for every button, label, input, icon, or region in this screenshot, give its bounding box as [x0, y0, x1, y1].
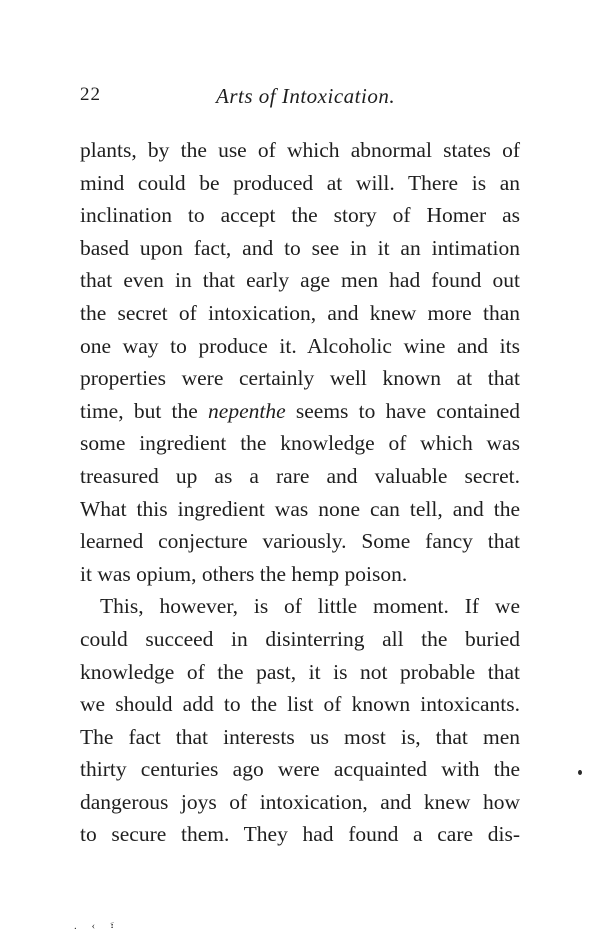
text-line: plants, by the use of which abnormal states of	[80, 138, 520, 162]
body-text	[80, 134, 520, 851]
text-line: some ingredient the knowledge of which was	[80, 431, 520, 456]
line-segment: seems to have contained	[285, 398, 520, 423]
line-segment: time, but the	[80, 398, 209, 423]
text-line: to secure them. They had found a care dis-	[80, 822, 520, 847]
page-header	[80, 84, 520, 114]
text-line: based upon fact, and to see in it an intimation	[80, 235, 520, 260]
text-line: properties were certainly well known at that	[80, 366, 520, 391]
text-line: we should add to the list of known intoxicants.	[80, 692, 520, 717]
running-title: Arts of Intoxication.	[216, 84, 396, 108]
text-line: What this ingredient was none can tell, and the	[80, 496, 520, 521]
text-line: learned conjecture variously. Some fancy that	[80, 529, 520, 554]
text-line: The fact that interests us most is, that men	[80, 724, 520, 749]
paragraph-first-line: This, however, is of little moment. If we	[100, 594, 520, 619]
text-line: thirty centuries ago were acquainted with the	[80, 757, 520, 782]
text-line: knowledge of the past, it is not probable that	[80, 659, 520, 684]
page-number: 22	[80, 84, 101, 105]
text-line: mind could be produced at will. There is an	[80, 170, 520, 195]
text-line: could succeed in disinterring all the buried	[80, 626, 520, 651]
margin-speck	[578, 770, 582, 775]
italic-word-nepenthe: nepenthe	[208, 398, 286, 423]
text-line: that even in that early age men had found out	[80, 268, 520, 293]
text-line-with-italic	[80, 395, 520, 428]
footer-marks: . ‹ ፣	[74, 920, 121, 932]
text-line: it was opium, others the hemp poison.	[80, 561, 408, 586]
text-line: dangerous joys of intoxication, and knew how	[80, 789, 520, 814]
text-line: the secret of intoxication, and knew more than	[80, 300, 520, 325]
text-line: one way to produce it. Alcoholic wine and its	[80, 333, 520, 358]
text-line: inclination to accept the story of Homer as	[80, 203, 520, 228]
text-line: treasured up as a rare and valuable secret.	[80, 463, 520, 488]
